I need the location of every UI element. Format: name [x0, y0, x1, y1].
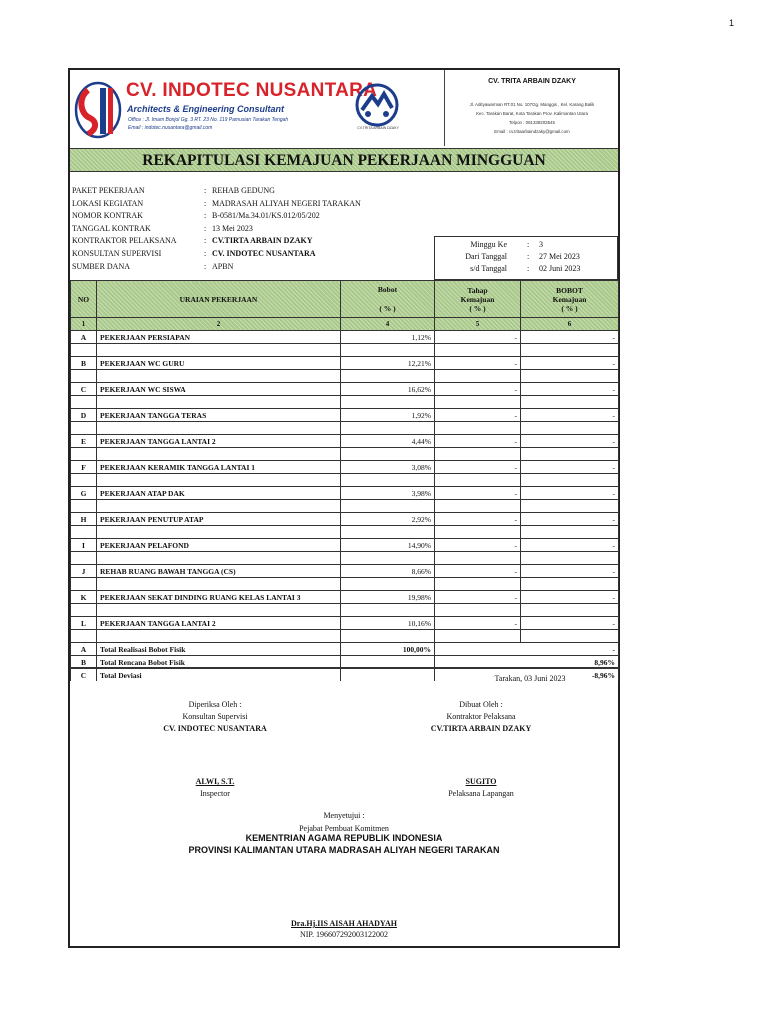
company1-office: Office : Jl. Imam Bonjol Gg. 3 RT. 23 No. 119 Pamusian Tarakan Tengah — [128, 117, 289, 123]
info-value: CV. INDOTEC NUSANTARA — [212, 249, 316, 258]
left-sig-role: Konsultan Supervisi — [182, 712, 248, 721]
total-no: A — [71, 643, 97, 656]
right-sig-name: SUGITO — [465, 777, 497, 786]
spacer-row — [71, 552, 619, 565]
left-sig-company: CV. INDOTEC NUSANTARA — [163, 724, 267, 733]
approve-nip: NIP. 196607292003122002 — [299, 930, 388, 939]
right-sig-position: Pelaksana Lapangan — [448, 789, 514, 798]
row-uraian: PEKERJAAN KERAMIK TANGGA LANTAI 1 — [97, 461, 341, 474]
company2-email: Email : cv.tritaarbaindzaky@gmail.com — [494, 129, 570, 134]
row-tahap: - — [435, 565, 521, 578]
row-tahap: - — [435, 617, 521, 630]
row-uraian: PEKERJAAN TANGGA TERAS — [97, 409, 341, 422]
week-number-value: 3 — [539, 240, 543, 249]
trita-logo-icon — [354, 82, 400, 128]
table-row — [71, 539, 619, 552]
col-header-bobot-kemajuan: BOBOT Kemajuan ( % ) — [521, 281, 619, 318]
document-frame: CV. INDOTEC NUSANTARA Architects & Engineering Consultant Office : Jl. Imam Bonjol Gg. 3 RT. 23 No. 119 Pamusian Tarakan Tengah Email : indotec.nusantara@gmail.com CV.TRITA ARBAIN DZAKY CV. TRITA ARBAIN DZAKY Jl. Adityawarman RT.01 No. 107Gg. Manggis , Kel. Karang Balik Kec. Tarakan Barat, Kota Tarakan Prov. Kalimantan Utara Telpon : 081338203545 Email : cv.tritaarbaindzaky@gmail.com REKAPITULASI KEMAJUAN PEKERJAAN MINGGUAN PAKET PEKERJAAN : REHAB GEDUNG LOKASI KEGIATAN : MADRASAH ALIYAH NEGERI TARAKAN NOMOR KONTRAK : B-0581/Ma.34.01/KS.012/05/202 TANGGAL KONTRAK : 13 Mei 2023 KONTRAKTOR PELAKSANA : CV.TIRTA ARBAIN DZAKY KONSULTAN SUPERVISI : CV. INDOTEC NUSANTARA SUMBER DANA : APBN Minggu Ke : 3 Dari Tanggal : 27 Mei 2023 s/d Tanggal : 02 Juni 2023 NO URAIAN PEKERJAAN Bobot ( % ) Tahap Kemajuan ( % ) BOBOT Kemajuan ( % ) 1 2 4 5 6 A PEKERJAAN PERSIAPAN 1,12% - - B PEKERJAAN WC GURU 12,21% - - C PEKERJAAN WC SISWA 16,62% - - D PEKERJAAN TANGGA TERAS 1,92% - - E PEKERJAAN TANGGA LANTAI 2 4,44% - - F PEKERJAAN KERAMIK TANGGA LANTAI 1 3,08% - - G PEKERJAAN ATAP DAK 3,98% - - H PEKERJAAN PENUTUP ATAP 2,92% - - I PEKERJAAN PELAFOND 14,90% - - J REHAB RUANG BAWAH TANGGA (CS) 8,66% - - K PEKERJAAN SEKAT DINDING RUANG KELAS LANTAI 3 19,98% - - L PEKERJAAN TANGGA LANTAI 2 10,16% - - A Total Realisasi Bobot Fisik 100,00% - B Total Rencana Bobot Fisik 8,96% C Total Deviasi -8,96% Tarakan, 03 Juni 2023 Diperiksa Oleh : Konsultan Supervisi CV. INDOTEC NUSANTARA ALWI, S.T. Inspector Dibuat Oleh : Kontraktor Pelaksana CV.TIRTA ARBAIN DZAKY SUGITO Pelaksana Lapangan Menyetujui : Pejabat Pembuat Komitmen KEMENTRIAN AGAMA REPUBLIK INDONESIA PROVINSI KALIMANTAN UTARA MADRASAH ALIYAH NEGERI TARAKAN Dra.Hj.IIS AISAH AHADYAH NIP. 196607292003122002 — [68, 68, 620, 948]
table-row — [71, 591, 619, 604]
row-bobot: 14,90% — [341, 539, 435, 552]
info-label: NOMOR KONTRAK — [72, 211, 143, 221]
approval-block — [170, 811, 518, 939]
week-to-row: s/d Tanggal : 02 Juni 2023 — [470, 264, 581, 273]
info-value: MADRASAH ALIYAH NEGERI TARAKAN — [212, 198, 361, 208]
left-signature-block — [140, 700, 290, 798]
company2-addr2: Kec. Tarakan Barat, Kota Tarakan Prov. Kalimantan Utara — [476, 111, 588, 116]
approve-title: Menyetujui : — [323, 811, 365, 820]
row-uraian: PEKERJAAN ATAP DAK — [97, 487, 341, 500]
company1-email: Email : indotec.nusantara@gmail.com — [128, 125, 213, 131]
place-date: Tarakan, 03 Juni 2023 — [494, 674, 566, 683]
row-uraian: PEKERJAAN PELAFOND — [97, 539, 341, 552]
week-to-value: 02 Juni 2023 — [539, 264, 581, 273]
total-no: C — [71, 669, 97, 682]
row-bobot-kemajuan: - — [521, 357, 619, 370]
row-tahap: - — [435, 383, 521, 396]
week-from-label: Dari Tanggal — [465, 252, 507, 261]
total-label: Total Realisasi Bobot Fisik — [97, 643, 341, 656]
info-label: TANGGAL KONTRAK — [72, 223, 151, 233]
progress-table — [70, 280, 619, 681]
col-header-bobot: Bobot ( % ) — [341, 281, 435, 318]
left-sig-name: ALWI, S.T. — [195, 777, 235, 786]
row-tahap: - — [435, 357, 521, 370]
table-row — [71, 409, 619, 422]
row-no: E — [71, 435, 97, 448]
info-value: CV.TIRTA ARBAIN DZAKY — [212, 236, 313, 246]
info-value: B-0581/Ma.34.01/KS.012/05/202 — [212, 211, 320, 221]
approve-org2: PROVINSI KALIMANTAN UTARA MADRASAH ALIYAH NEGERI TARAKAN — [188, 845, 500, 855]
spacer-row — [71, 604, 619, 617]
info-label: KONSULTAN SUPERVISI — [72, 249, 162, 258]
week-to-label: s/d Tanggal — [470, 264, 507, 273]
row-uraian: REHAB RUANG BAWAH TANGGA (CS) — [97, 565, 341, 578]
row-uraian: PEKERJAAN TANGGA LANTAI 2 — [97, 435, 341, 448]
table-row — [71, 435, 619, 448]
row-uraian: PEKERJAAN SEKAT DINDING RUANG KELAS LANTAI 3 — [97, 591, 341, 604]
row-no: I — [71, 539, 97, 552]
row-no: H — [71, 513, 97, 526]
row-no: L — [71, 617, 97, 630]
week-from-value: 27 Mei 2023 — [539, 252, 580, 261]
company2-name: CV. TRITA ARBAIN DZAKY — [488, 78, 576, 85]
right-sig-role: Kontraktor Pelaksana — [446, 712, 516, 721]
total-label: Total Deviasi — [97, 669, 341, 682]
week-from-row: Dari Tanggal : 27 Mei 2023 — [465, 252, 580, 261]
company2-phone: Telpon : 081338203545 — [509, 120, 555, 125]
row-no: F — [71, 461, 97, 474]
total-value: -8,96% — [435, 669, 619, 682]
header-divider — [444, 70, 445, 146]
spacer-row — [71, 526, 619, 539]
row-bobot: 3,08% — [341, 461, 435, 474]
row-uraian: PEKERJAAN TANGGA LANTAI 2 — [97, 617, 341, 630]
row-bobot-kemajuan: - — [521, 435, 619, 448]
row-bobot-kemajuan: - — [521, 513, 619, 526]
approve-name: Dra.Hj.IIS AISAH AHADYAH — [291, 919, 397, 928]
row-bobot-kemajuan: - — [521, 487, 619, 500]
row-no: K — [71, 591, 97, 604]
spacer-row — [71, 474, 619, 487]
row-tahap: - — [435, 435, 521, 448]
right-signature-block — [406, 700, 556, 798]
week-number-label: Minggu Ke — [470, 240, 507, 249]
info-value: 13 Mei 2023 — [212, 223, 253, 233]
approve-org1: KEMENTRIAN AGAMA REPUBLIK INDONESIA — [245, 833, 443, 843]
row-uraian: PEKERJAAN WC SISWA — [97, 383, 341, 396]
row-bobot: 10,16% — [341, 617, 435, 630]
company1-name: CV. INDOTEC NUSANTARA — [126, 80, 378, 101]
table-row — [71, 617, 619, 630]
row-bobot-kemajuan: - — [521, 331, 619, 344]
indotec-logo-icon — [74, 80, 122, 140]
spacer-row — [71, 370, 619, 383]
row-tahap: - — [435, 591, 521, 604]
table-header-row — [71, 281, 619, 318]
row-no: A — [71, 331, 97, 344]
info-label: LOKASI KEGIATAN — [72, 198, 144, 208]
row-no: C — [71, 383, 97, 396]
report-title: REKAPITULASI KEMAJUAN PEKERJAAN MINGGUAN — [70, 148, 618, 172]
total-value: - — [435, 643, 619, 656]
spacer-row — [71, 396, 619, 409]
company2-addr1: Jl. Adityawarman RT.01 No. 107Gg. Manggis , Kel. Karang Balik — [469, 102, 595, 107]
row-bobot-kemajuan: - — [521, 591, 619, 604]
row-bobot: 12,21% — [341, 357, 435, 370]
table-row — [71, 565, 619, 578]
row-uraian: PEKERJAAN WC GURU — [97, 357, 341, 370]
spacer-row — [71, 448, 619, 461]
table-row — [71, 487, 619, 500]
row-bobot-kemajuan: - — [521, 383, 619, 396]
row-bobot-kemajuan: - — [521, 409, 619, 422]
row-bobot: 1,12% — [341, 331, 435, 344]
page-number: 1 — [728, 18, 734, 28]
right-sig-company: CV.TIRTA ARBAIN DZAKY — [430, 724, 532, 733]
total-row — [71, 643, 619, 656]
total-bobot: 100,00% — [341, 643, 435, 656]
spacer-row — [71, 500, 619, 513]
row-tahap: - — [435, 331, 521, 344]
row-bobot-kemajuan: - — [521, 461, 619, 474]
info-label: PAKET PEKERJAAN — [72, 186, 145, 195]
row-bobot: 16,62% — [341, 383, 435, 396]
total-value: 8,96% — [435, 656, 619, 669]
row-bobot: 2,92% — [341, 513, 435, 526]
spacer-row — [71, 630, 619, 643]
spacer-row — [71, 578, 619, 591]
spacer-row — [71, 422, 619, 435]
row-no: G — [71, 487, 97, 500]
week-box — [434, 236, 618, 280]
row-tahap: - — [435, 487, 521, 500]
left-sig-position: Inspector — [200, 789, 230, 798]
total-label: Total Rencana Bobot Fisik — [97, 656, 341, 669]
row-bobot-kemajuan: - — [521, 617, 619, 630]
row-bobot-kemajuan: - — [521, 565, 619, 578]
row-bobot: 1,92% — [341, 409, 435, 422]
row-bobot: 8,66% — [341, 565, 435, 578]
total-no: B — [71, 656, 97, 669]
company2-logo-caption: CV.TRITA ARBAIN DZAKY — [357, 126, 399, 130]
row-tahap: - — [435, 539, 521, 552]
row-no: B — [71, 357, 97, 370]
letterhead — [70, 70, 618, 146]
info-value: APBN — [212, 261, 234, 271]
col-header-no: NO — [71, 281, 97, 318]
total-bobot — [341, 669, 435, 682]
row-bobot: 19,98% — [341, 591, 435, 604]
left-sig-title: Diperiksa Oleh : — [188, 700, 242, 709]
spacer-row — [71, 344, 619, 357]
approve-role: Pejabat Pembuat Komitmen — [299, 824, 389, 833]
column-number-row: 1 2 4 5 6 — [71, 318, 619, 331]
table-row — [71, 461, 619, 474]
week-number-row: Minggu Ke : 3 — [470, 240, 543, 249]
table-row — [71, 357, 619, 370]
company1-subtitle: Architects & Engineering Consultant — [127, 104, 285, 114]
row-bobot-kemajuan: - — [521, 539, 619, 552]
info-label: KONTRAKTOR PELAKSANA — [72, 236, 177, 246]
company2-address — [446, 100, 618, 136]
table-row — [71, 383, 619, 396]
row-no: D — [71, 409, 97, 422]
right-sig-title: Dibuat Oleh : — [459, 700, 503, 709]
col-header-uraian: URAIAN PEKERJAAN — [97, 281, 341, 318]
table-row — [71, 331, 619, 344]
company1-address — [128, 116, 288, 132]
row-bobot: 4,44% — [341, 435, 435, 448]
row-tahap: - — [435, 409, 521, 422]
table-row — [71, 513, 619, 526]
row-bobot: 3,98% — [341, 487, 435, 500]
table-bottom-line — [70, 667, 618, 668]
info-label: SUMBER DANA — [72, 261, 131, 271]
col-header-tahap: Tahap Kemajuan ( % ) — [435, 281, 521, 318]
row-uraian: PEKERJAAN PERSIAPAN — [97, 331, 341, 344]
row-no: J — [71, 565, 97, 578]
row-tahap: - — [435, 461, 521, 474]
info-value: REHAB GEDUNG — [212, 186, 275, 195]
row-tahap: - — [435, 513, 521, 526]
row-uraian: PEKERJAAN PENUTUP ATAP — [97, 513, 341, 526]
